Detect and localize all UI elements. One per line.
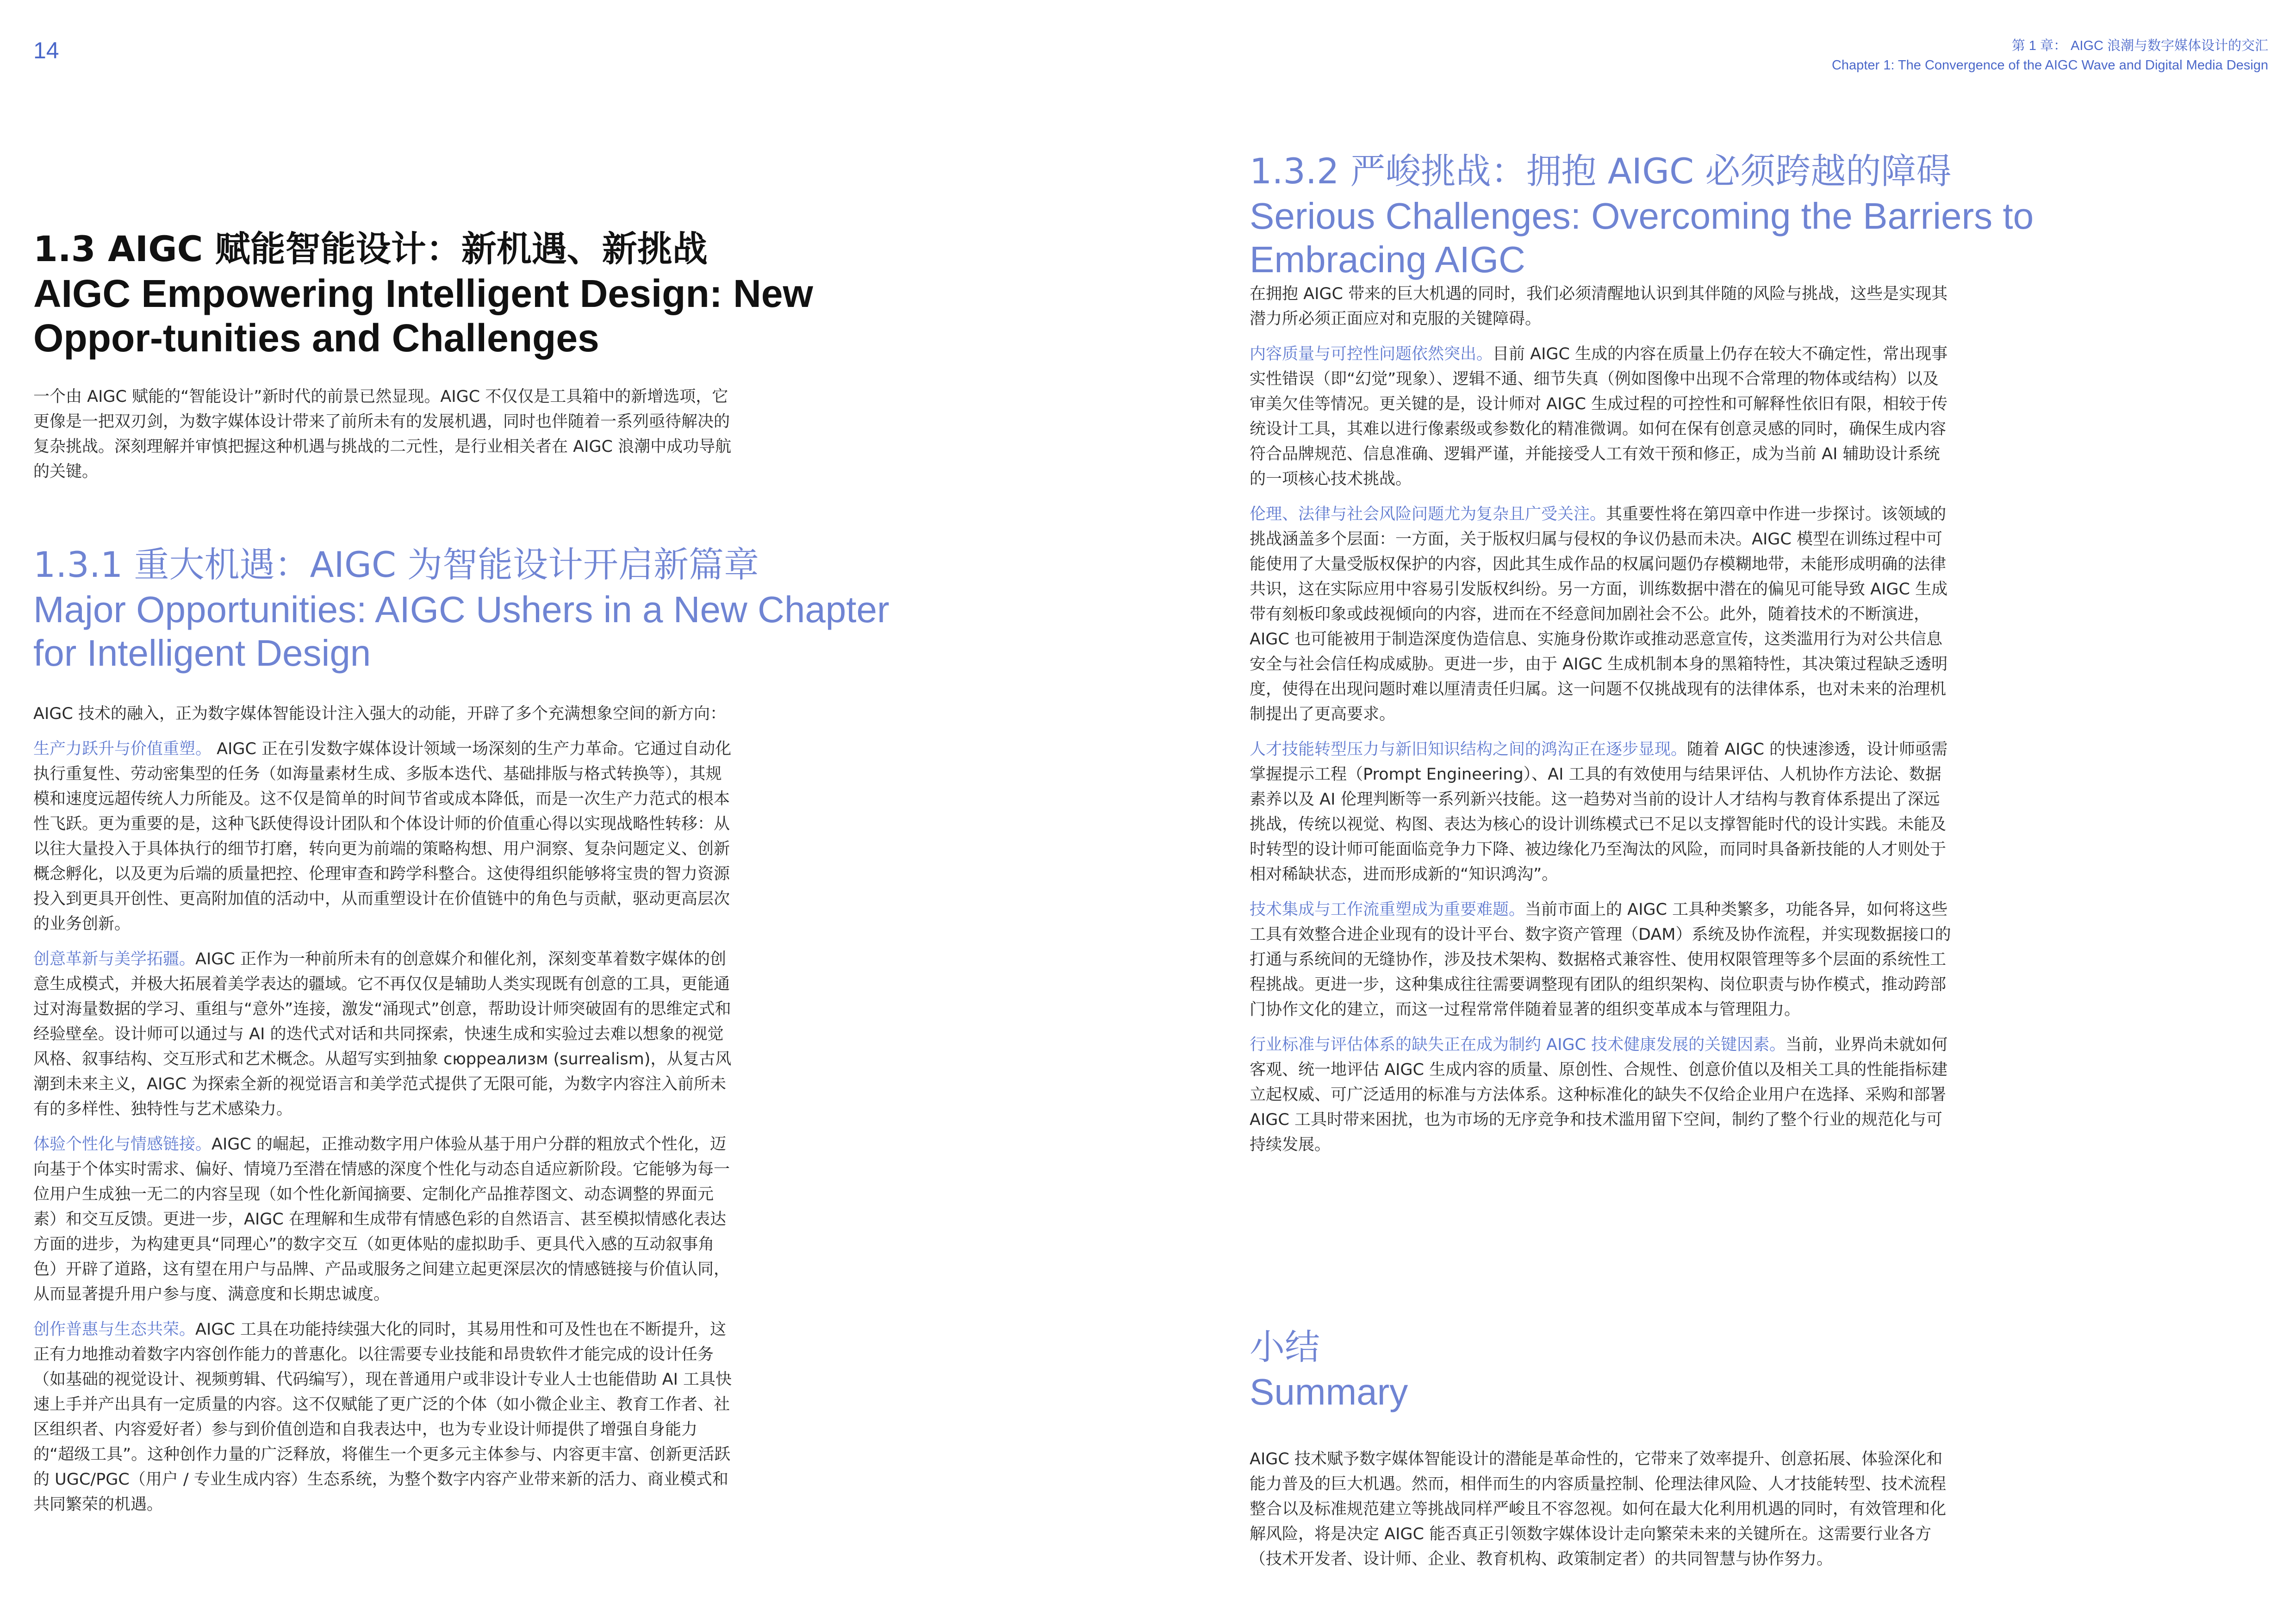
opportunity-text: AIGC 正作为一种前所未有的创意媒介和催化剂，深刻变革着数字媒体的创意生成模式，并极大拓展着美学表达的疆域。它不再仅仅是辅助人类实现既有创意的工具，更能通过对海量数据的学习、重组与“意外”连接，激发“涌现式”创意，帮助设计师突破固有的思维定式和经验壁垒。设计师可以通过与 AI 的迭代式对话和共同探索，快速生成和实验过去难以想象的视觉风格、叙事结构、交互形式和艺术概念。从超写实到抽象 сюрреализм (surrealism)，从复古风潮到未来主义，AIGC 为探索全新的视觉语言和美学范式提供了无限可能，为数字内容注入前所未有的多样性、独特性与艺术感染力。: [33, 950, 732, 1118]
challenge-paragraph: [1250, 897, 1953, 1022]
opportunity-paragraph: [33, 737, 737, 937]
challenge-paragraph: [1250, 502, 1953, 727]
challenge-paragraph: [1250, 737, 1953, 887]
section-1-3-heading: [33, 227, 890, 360]
subsection-title-zh: 1.3.2 严峻挑战：拥抱 AIGC 必须跨越的障碍: [1250, 150, 1952, 192]
challenge-paragraph: [1250, 342, 1953, 492]
opportunity-lead: 创意革新与美学拓疆。: [33, 950, 196, 968]
opportunity-text: AIGC 的崛起，正推动数字用户体验从基于用户分群的粗放式个性化，迈向基于个体实时需求、偏好、情境乃至潜在情感的深度个性化与动态自适应新阶段。它能够为每一位用户生成独一无二的内容呈现（如个性化新闻摘要、定制化产品推荐图文、动态调整的界面元素）和交互反馈。更进一步，AIGC 在理解和生成带有情感色彩的自然语言、甚至模拟情感化表达方面的进步，为构建更具“同理心”的数字交互（如更体贴的虚拟助手、更具代入感的互动叙事角色）开辟了道路，这有望在用户与品牌、产品或服务之间建立起更深层次的情感链接与价值认同，从而显著提升用户参与度、满意度和长期忠诚度。: [33, 1135, 730, 1304]
subsection-title-en: Major Opportunities: AIGC Ushers in a New Chapter for Intelligent Design: [33, 589, 890, 674]
subsection-title-zh: 1.3.1 重大机遇：AIGC 为智能设计开启新篇章: [33, 544, 759, 585]
challenge-text: 随着 AIGC 的快速渗透，设计师亟需掌握提示工程（Prompt Engineering）、AI 工具的有效使用与结果评估、人机协作方法论、数据素养以及 AI 伦理判断等一系列新兴技能。这一趋势对当前的设计人才结构与教育体系提出了深远挑战，传统以视觉、构图、表达为核心的设计训练模式已不足以支撑智能时代的设计实践。未能及时转型的设计师可能面临竞争力下降、被边缘化乃至淘汰的风险，而同时具备新技能的人才则处于相对稀缺状态，进而形成新的“知识鸿沟”。: [1250, 740, 1948, 884]
section-1-3-2-heading: [1250, 148, 2106, 281]
summary-paragraph: AIGC 技术赋予数字媒体智能设计的潜能是革命性的，它带来了效率提升、创意拓展、体验深化和能力普及的巨大机遇。然而，相伴而生的内容质量控制、伦理法律风险、人才技能转型、技术流程整合以及标准规范建立等挑战同样严峻且不容忽视。如何在最大化利用机遇的同时，有效管理和化解风险，将是决定 AIGC 能否真正引领数字媒体设计走向繁荣未来的关键所在。这需要行业各方（技术开发者、设计师、企业、教育机构、政策制定者）的共同智慧与协作努力。: [1250, 1450, 1947, 1568]
subsection-intro-paragraph: AIGC 技术的融入，正为数字媒体智能设计注入强大的动能，开辟了多个充满想象空间的新方向：: [33, 705, 726, 723]
opportunity-text: AIGC 工具在功能持续强大化的同时，其易用性和可及性也在不断提升，这正有力地推动着数字内容创作能力的普惠化。以往需要专业技能和昂贵软件才能完成的设计任务（如基础的视觉设计、视频剪辑、代码编写），现在普通用户或非设计专业人士也能借助 AI 工具快速上手并产出具有一定质量的内容。这不仅赋能了更广泛的个体（如小微企业主、教育工作者、社区组织者、内容爱好者）参与到价值创造和自我表达中，也为专业设计师提供了增强自身能力的“超级工具”。这种创作力量的广泛释放，将催生一个更多元主体参与、内容更丰富、创新更活跃的 UGC/PGC（用户 / 专业生成内容）生态系统，为整个数字内容产业带来新的活力、商业模式和共同繁荣的机遇。: [33, 1320, 732, 1514]
opportunity-lead: 生产力跃升与价值重塑。: [33, 740, 212, 758]
opportunity-text: AIGC 正在引发数字媒体设计领域一场深刻的生产力革命。它通过自动化执行重复性、劳动密集型的任务（如海量素材生成、多版本迭代、基础排版与格式转换等），其规模和速度远超传统人力所能及。这不仅是简单的时间节省或成本降低，而是一次生产力范式的根本性飞跃。更为重要的是，这种飞跃使得设计团队和个体设计师的价值重心得以实现战略性转移：从以往大量投入于具体执行的细节打磨，转向更为前端的策略构想、用户洞察、复杂问题定义、创新概念孵化，以及更为后端的质量把控、伦理审查和跨学科整合。这使得组织能够将宝贵的智力资源投入到更具开创性、更高附加值的活动中，从而重塑设计在价值链中的角色与贡献，驱动更高层次的业务创新。: [33, 740, 732, 933]
opportunity-paragraph: [33, 947, 737, 1122]
section-title-zh: 1.3 AIGC 赋能智能设计：新机遇、新挑战: [33, 228, 708, 269]
summary-body: [1250, 1447, 2106, 1582]
page-number: 14: [33, 37, 59, 63]
section-1-3-1-body: [33, 701, 890, 1527]
running-header-zh: 第 1 章： AIGC 浪潮与数字媒体设计的交汇: [2011, 38, 2268, 53]
subsection-title-en: Serious Challenges: Overcoming the Barriers to Embracing AIGC: [1250, 195, 2034, 280]
challenge-text: 当前市面上的 AIGC 工具种类繁多，功能各异，如何将这些工具有效整合进企业现有的设计平台、数字资产管理（DAM）系统及协作流程，并实现数据接口的打通与系统间的无缝协作，涉及技术架构、数据格式兼容性、使用权限管理等多个层面的系统性工程挑战。更进一步，这种集成往往需要调整现有团队的组织架构、岗位职责与协作模式，推动跨部门协作文化的建立，而这一过程常常伴随着显著的组织变革成本与管理阻力。: [1250, 900, 1951, 1019]
section-1-3-intro-block: [33, 384, 890, 494]
section-1-3-1-heading: [33, 542, 890, 675]
challenge-lead: 伦理、法律与社会风险问题尤为复杂且广受关注。: [1250, 505, 1606, 524]
challenge-text: 当前，业界尚未就如何客观、统一地评估 AIGC 生成内容的质量、原创性、合规性、创意价值以及相关工具的性能指标建立起权威、可广泛适用的标准与方法体系。这种标准化的缺失不仅给企业用户在选择、采购和部署 AIGC 工具时带来困扰，也为市场的无序竞争和技术滥用留下空间，制约了整个行业的规范化与可持续发展。: [1250, 1036, 1948, 1154]
opportunity-paragraph: [33, 1132, 737, 1307]
summary-title-en: Summary: [1250, 1371, 1408, 1412]
summary-title-zh: 小结: [1250, 1326, 1320, 1368]
running-header: [1832, 36, 2268, 75]
challenge-paragraph: [1250, 1032, 1953, 1157]
challenge-lead: 行业标准与评估体系的缺失正在成为制约 AIGC 技术健康发展的关键因素。: [1250, 1036, 1786, 1054]
challenge-lead: 内容质量与可控性问题依然突出。: [1250, 345, 1493, 363]
opportunity-lead: 创作普惠与生态共荣。: [33, 1320, 196, 1339]
section-intro-paragraph: 一个由 AIGC 赋能的“智能设计”新时代的前景已然显现。AIGC 不仅仅是工具箱中的新增选项，它更像是一把双刃剑，为数字媒体设计带来了前所未有的发展机遇，同时也伴随着一系列亟待解决的复杂挑战。深刻理解并审慎把握这种机遇与挑战的二元性，是行业相关者在 AIGC 浪潮中成功导航的关键。: [33, 387, 732, 481]
challenge-lead: 人才技能转型压力与新旧知识结构之间的鸿沟正在逐步显现。: [1250, 740, 1687, 759]
summary-heading: [1250, 1324, 2106, 1414]
section-1-3-2-body: [1250, 281, 2106, 1168]
opportunity-lead: 体验个性化与情感链接。: [33, 1135, 212, 1154]
opportunity-paragraph: [33, 1317, 737, 1517]
running-header-en: Chapter 1: The Convergence of the AIGC Wave and Digital Media Design: [1831, 58, 2268, 73]
section-title-en: AIGC Empowering Intelligent Design: New Oppor-tunities and Challenges: [33, 272, 813, 360]
challenge-text: 其重要性将在第四章中作进一步探讨。该领域的挑战涵盖多个层面：一方面，关于版权归属与侵权的争议仍悬而未决。AIGC 模型在训练过程中可能使用了大量受版权保护的内容，因此其生成作品的权属问题仍存模糊地带，未能形成明确的法律共识，这在实际应用中容易引发版权纠纷。另一方面，训练数据中潜在的偏见可能导致 AIGC 生成带有刻板印象或歧视倾向的内容，进而在不经意间加剧社会不公。此外，随着技术的不断演进，AIGC 也可能被用于制造深度伪造信息、实施身份欺诈或推动恶意宣传，这类滥用行为对公共信息安全与社会信任构成威胁。更进一步，由于 AIGC 生成机制本身的黑箱特性，其决策过程缺乏透明度，使得在出现问题时难以厘清责任归属。这一问题不仅挑战现有的法律体系，也对未来的治理机制提出了更高要求。: [1250, 505, 1948, 724]
challenge-text: 目前 AIGC 生成的内容在质量上仍存在较大不确定性，常出现事实性错误（即“幻觉”现象）、逻辑不通、细节失真（例如图像中出现不合常理的物体或结构）以及审美欠佳等情况。更关键的是，设计师对 AIGC 生成过程的可控性和可解释性依旧有限，相较于传统设计工具，其难以进行像素级或参数化的精准微调。如何在保有创意灵感的同时，确保生成内容符合品牌规范、信息准确、逻辑严谨，并能接受人工有效干预和修正，成为当前 AI 辅助设计系统的一项核心技术挑战。: [1250, 345, 1948, 488]
challenge-lead: 技术集成与工作流重塑成为重要难题。: [1250, 900, 1525, 919]
subsection-intro-paragraph: 在拥抱 AIGC 带来的巨大机遇的同时，我们必须清醒地认识到其伴随的风险与挑战，这些是实现其潜力所必须正面应对和克服的关键障碍。: [1250, 285, 1948, 328]
